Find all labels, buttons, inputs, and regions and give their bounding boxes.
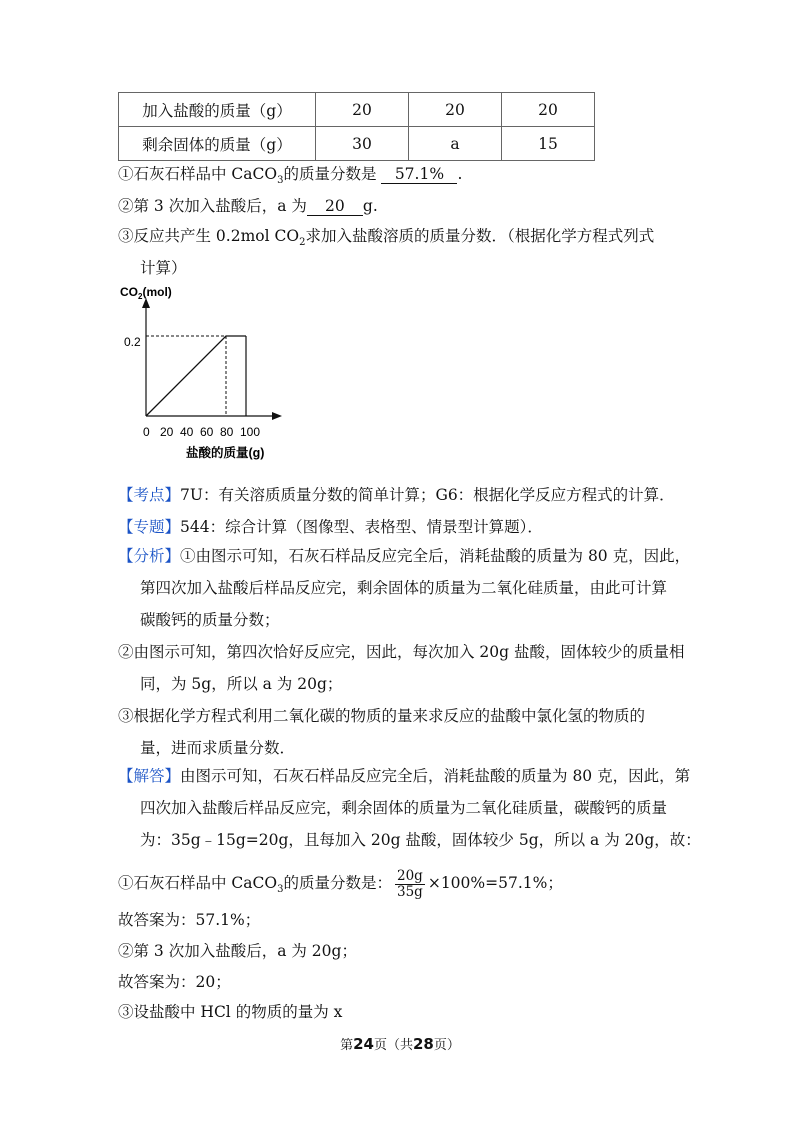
fenxi-line-5: 同，为 5g，所以 a 为 20g； xyxy=(140,675,343,693)
zhuanti-text: 544：综合计算（图像型、表格型、情景型计算题）． xyxy=(180,518,543,536)
jieda-line-1 xyxy=(118,766,690,786)
page-number: 24 xyxy=(353,1035,374,1053)
chart-ylabel: $CO_2(mol)$ xyxy=(120,285,172,301)
fenxi-line-2: 第四次加入盐酸后样品反应完，剩余固体的质量为二氧化硅质量，由此可计算 xyxy=(140,579,668,597)
fenxi-line-3: 碳酸钙的质量分数； xyxy=(140,611,280,629)
zhuanti-tag: 【专题】 xyxy=(118,518,181,536)
jieda-line-7: 故答案为：20； xyxy=(118,973,231,991)
co2-series-line xyxy=(146,336,246,416)
x-tick-label: 20 xyxy=(160,425,174,439)
q1-sub: 3 xyxy=(277,175,284,187)
co2-chart xyxy=(118,280,293,465)
jieda-l4a: ①石灰石样品中 CaCO xyxy=(118,874,278,892)
kaodian-line xyxy=(118,485,675,505)
fenxi-line-4: ②由图示可知，第四次恰好反应完，因此，每次加入 20g 盐酸，固体较少的质量相 xyxy=(118,643,685,661)
fraction-numerator: 20g xyxy=(397,867,423,884)
table-row xyxy=(119,127,595,161)
q2-prefix: ②第 3 次加入盐酸后，a 为 xyxy=(118,197,307,215)
table-cell: 30 xyxy=(316,127,409,161)
table-cell: 20 xyxy=(502,93,595,127)
fenxi-line-1 xyxy=(118,546,690,566)
q3-sub: 2 xyxy=(299,237,306,249)
page-total: 28 xyxy=(413,1035,434,1053)
footer-post: 页） xyxy=(433,1038,460,1053)
fenxi-line-6: ③根据化学方程式利用二氧化碳的物质的量来求反应的盐酸中氯化氢的物质的 xyxy=(118,707,646,725)
y-tick-label: 0.2 xyxy=(124,335,141,349)
data-table xyxy=(118,92,595,161)
x-tick-label: 100 xyxy=(240,425,261,439)
q2-answer: 20 xyxy=(307,198,363,216)
fenxi-text: ①由图示可知，石灰石样品反应完全后，消耗盐酸的质量为 80 克，因此， xyxy=(180,547,691,565)
q3-line1b: 求加入盐酸溶质的质量分数．（根据化学方程式列式 xyxy=(305,227,655,245)
jieda-line-5: 故答案为：57.1%； xyxy=(118,911,261,929)
x-axis-arrow xyxy=(272,412,282,420)
jieda-l4sub: 3 xyxy=(277,884,284,896)
table-row xyxy=(119,93,595,127)
jieda-l4c: ×100%=57.1%； xyxy=(427,874,563,892)
jieda-line-4 xyxy=(118,866,563,907)
kaodian-tag: 【考点】 xyxy=(118,486,181,504)
jieda-line-2: 四次加入盐酸后样品反应完，剩余固体的质量为二氧化硅质量，碳酸钙的质量 xyxy=(140,799,668,817)
question-3 xyxy=(118,226,654,253)
kaodian-text: 7U：有关溶质质量分数的简单计算；G6：根据化学反应方程式的计算． xyxy=(180,486,675,504)
question-3-cont: 计算） xyxy=(140,259,187,277)
x-tick-labels xyxy=(143,425,260,439)
q2-end: g. xyxy=(362,197,378,215)
q1-end: . xyxy=(457,165,463,183)
table-cell: 20 xyxy=(316,93,409,127)
jieda-text: 由图示可知，石灰石样品反应完全后，消耗盐酸的质量为 80 克，因此，第 xyxy=(180,767,691,785)
x-tick-label: 60 xyxy=(200,425,214,439)
jieda-tag: 【解答】 xyxy=(118,767,181,785)
table-cell: a xyxy=(409,127,502,161)
table-cell: 加入盐酸的质量（g） xyxy=(119,93,316,127)
jieda-l4b: 的质量分数是： xyxy=(283,874,392,892)
table-cell: 剩余固体的质量（g） xyxy=(119,127,316,161)
x-tick-label: 40 xyxy=(180,425,194,439)
page-footer xyxy=(0,1034,800,1053)
table-cell: 20 xyxy=(409,93,502,127)
q1-mid: 的质量分数是 xyxy=(283,165,377,183)
q3-line1a: ③反应共产生 0.2mol CO xyxy=(118,227,300,245)
fraction-denominator: 35g xyxy=(397,883,423,900)
fraction xyxy=(395,869,425,900)
question-1 xyxy=(118,164,462,191)
plot-area xyxy=(146,336,246,416)
y-axis-arrow xyxy=(142,298,150,308)
fenxi-line-7: 量，进而求质量分数． xyxy=(140,739,296,757)
question-2 xyxy=(118,196,378,216)
x-tick-label: 0 xyxy=(143,425,150,439)
footer-mid: 页（共 xyxy=(373,1038,413,1053)
jieda-line-8: ③设盐酸中 HCl 的物质的量为 x xyxy=(118,1003,343,1021)
q1-prefix: ①石灰石样品中 CaCO xyxy=(118,165,278,183)
x-tick-label: 80 xyxy=(220,425,234,439)
jieda-line-3: 为：35g﹣15g=20g，且每加入 20g 盐酸，固体较少 5g，所以 a 为 20g，故： xyxy=(140,831,701,849)
footer-pre: 第 xyxy=(340,1038,354,1053)
q1-answer: 57.1% xyxy=(381,166,457,184)
jieda-line-6: ②第 3 次加入盐酸后，a 为 20g； xyxy=(118,942,357,960)
chart-xlabel: 盐酸的质量(g) xyxy=(186,446,265,460)
fenxi-tag: 【分析】 xyxy=(118,547,181,565)
zhuanti-line xyxy=(118,517,543,537)
table-cell: 15 xyxy=(502,127,595,161)
